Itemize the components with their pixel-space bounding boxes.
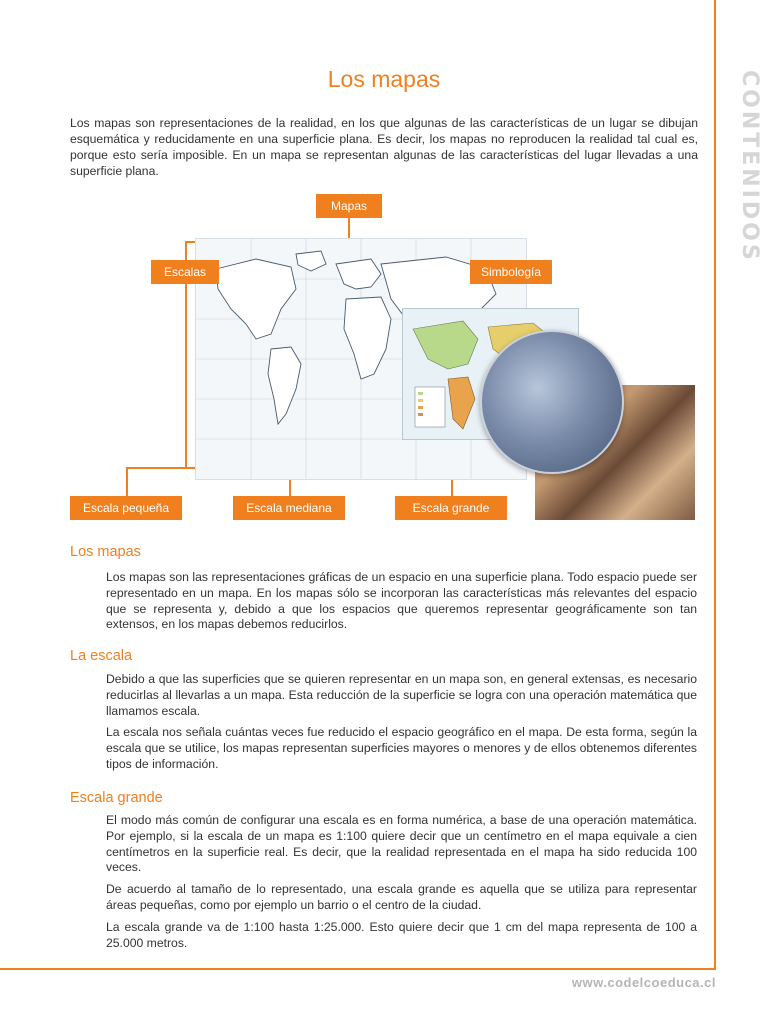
- maps-diagram: [0, 190, 714, 530]
- intro-paragraph: Los mapas son representaciones de la realidad, en los que algunas de las características de un lugar se dibujan esquemática y reducidamente en una superficie plana. Es decir, los mapas no reproducen la realidad tal cual es, porque esto sería imposible. En un mapa se representan algunas de las características del lugar llevadas a una superficie plana.: [70, 116, 698, 178]
- diagram-escala-grande: Escala grande: [395, 496, 507, 520]
- connector-escala-pequena: [126, 467, 128, 497]
- diagram-simbologia: Simbología: [470, 260, 552, 284]
- section-heading-escala-grande: Escala grande: [70, 790, 163, 806]
- paragraph-escala-grande-1: El modo más común de configurar una escala es en forma numérica, a base de una operación matemática. Por ejemplo, si la escala de un mapa es 1:100 quiere decir que un centímetro en el mapa equivale a cien centímetros en la superficie real. Es decir, que la realidad representada en el mapa ha sido reducida 100 veces.: [106, 813, 697, 875]
- page-title: Los mapas: [327, 66, 441, 92]
- paragraph-la-escala-2: La escala nos señala cuántas veces fue reducido el espacio geográfico en el mapa. De esta forma, según la escala que se utilice, los mapas representan superficies mayores o menores y de ellos obtenemos diferentes tipos de información.: [106, 725, 697, 771]
- page-frame-right: [714, 0, 716, 970]
- magnifier-lens: [480, 330, 624, 474]
- paragraph-los-mapas: Los mapas son las representaciones gráficas de un espacio en una superficie plana. Todo espacio puede ser representado en un mapa. En los mapas sólo se incorporan las características más relevantes del espacio que se representa y, debido a que los espacios que queremos representar geográficamente son tan extensos, en los mapas debemos reducirlos.: [106, 570, 697, 632]
- diagram-escalas: Escalas: [151, 260, 219, 284]
- paragraph-escala-grande-2: De acuerdo al tamaño de lo representado, una escala grande es aquella que se utiliza para representar áreas pequeñas, como por ejemplo un barrio o el centro de la ciudad.: [106, 882, 697, 912]
- connector-escalas-down: [185, 284, 187, 468]
- page-frame-bottom: [0, 968, 716, 970]
- section-heading-los-mapas: Los mapas: [70, 544, 141, 560]
- diagram-escala-mediana: Escala mediana: [233, 496, 345, 520]
- connector-escalas: [185, 241, 187, 261]
- diagram-root-mapas: Mapas: [316, 194, 382, 218]
- paragraph-escala-grande-3: La escala grande va de 1:100 hasta 1:25.000. Esto quiere decir que 1 cm del mapa representa de 100 a 25.000 metros.: [106, 920, 697, 950]
- paragraph-la-escala-1: Debido a que las superficies que se quieren representar en un mapa son, en general extensas, es necesario reducirlas al llevarlas a un mapa. Esta reducción de la superficie se logra con una operación matemática que llamamos escala.: [106, 672, 697, 718]
- diagram-escala-pequena: Escala pequeña: [70, 496, 182, 520]
- section-heading-la-escala: La escala: [70, 648, 133, 664]
- footer-website-link[interactable]: www.codelcoeduca.cl: [571, 975, 716, 990]
- side-label: CONTENIDOS: [737, 70, 762, 263]
